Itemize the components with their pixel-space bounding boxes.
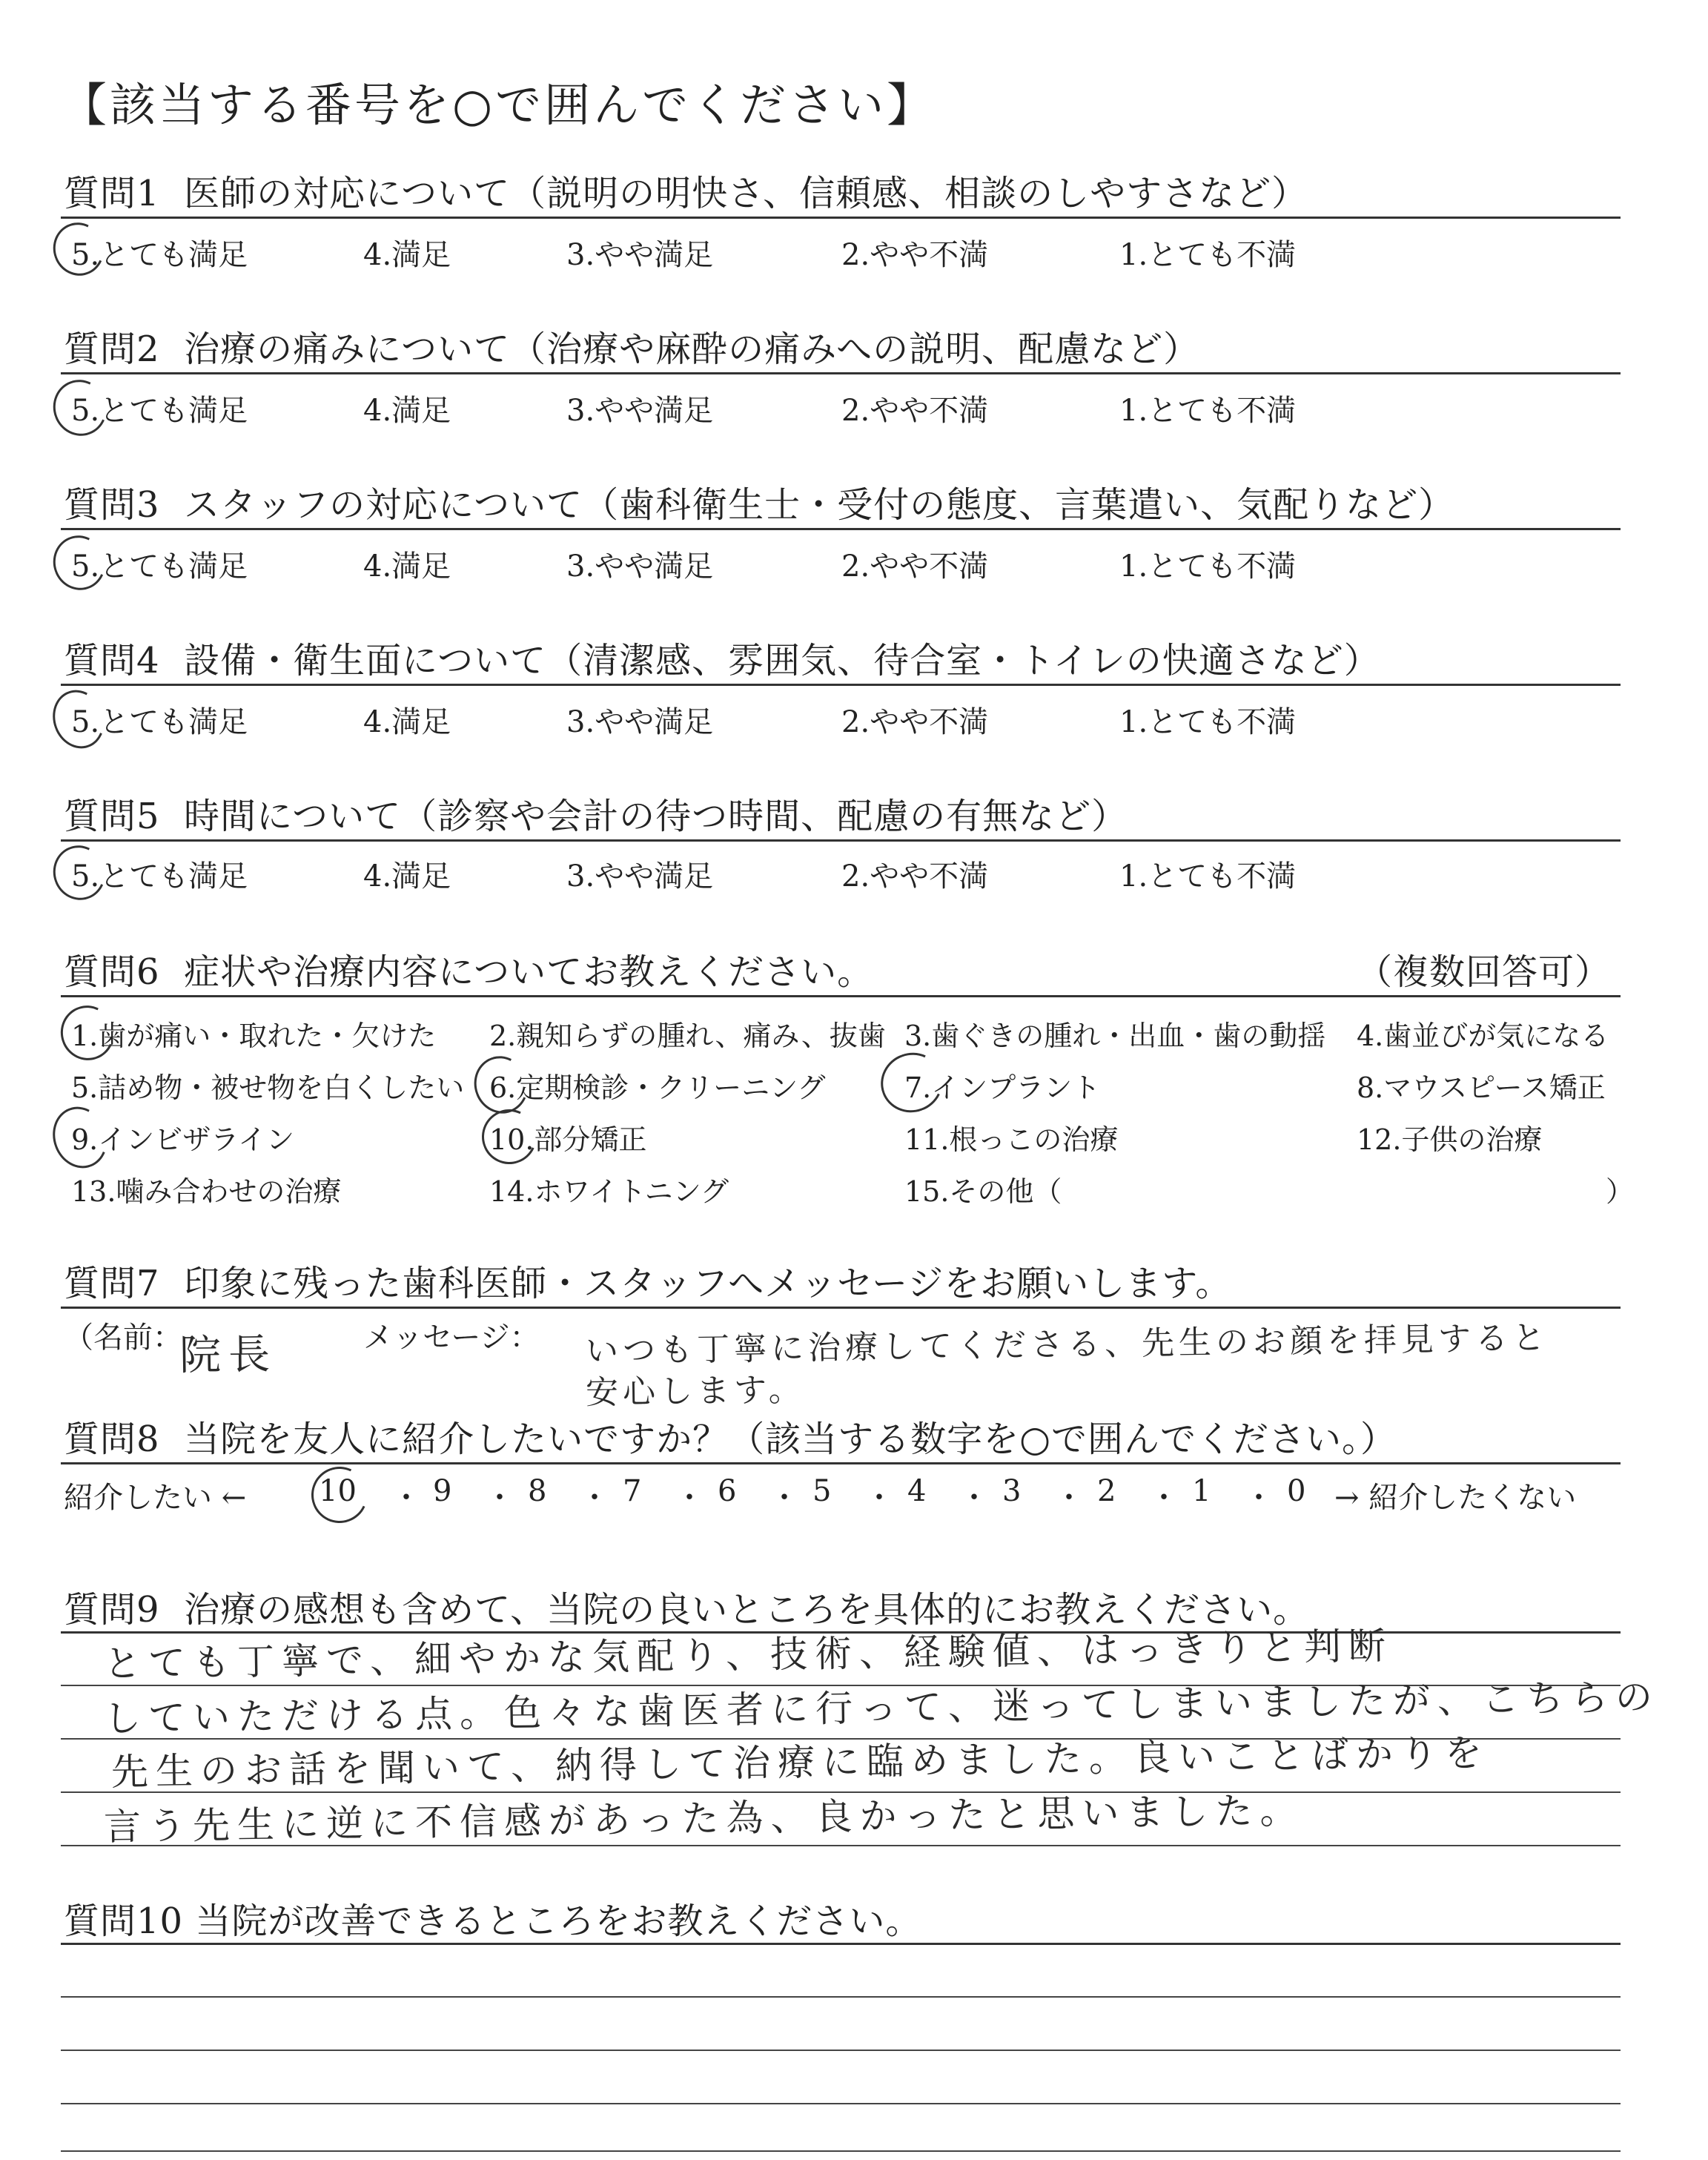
divider bbox=[61, 1462, 1621, 1464]
question-1-title: 質問1 医師の対応について（説明の明快さ、信頼感、相談のしやすさなど） bbox=[64, 173, 1308, 214]
question-5-title: 質問5 時間について（診察や会計の待つ時間、配慮の有無など） bbox=[64, 796, 1128, 837]
scale-10[interactable]: 10 bbox=[319, 1474, 357, 1508]
answer-circle bbox=[44, 1099, 116, 1176]
q6-other-close-paren: ） bbox=[1606, 1175, 1635, 1208]
scale-0[interactable]: 0 bbox=[1287, 1474, 1306, 1508]
question-7-title: 質問7 印象に残った歯科医師・スタッフへメッセージをお願いします。 bbox=[64, 1263, 1232, 1304]
scale-2[interactable]: 2 bbox=[1097, 1474, 1116, 1508]
message-label: メッセージ： bbox=[363, 1321, 540, 1355]
divider bbox=[61, 372, 1621, 374]
q2-option-1[interactable]: 1.とても不満 bbox=[1119, 394, 1297, 428]
q1-option-1[interactable]: 1.とても不満 bbox=[1119, 238, 1297, 272]
scale-separator: ・ bbox=[580, 1481, 609, 1515]
answer-circle bbox=[44, 683, 112, 756]
scale-7[interactable]: 7 bbox=[623, 1474, 642, 1508]
scale-5[interactable]: 5 bbox=[812, 1474, 832, 1508]
recommend-right-label: → 紹介したくない bbox=[1334, 1481, 1577, 1515]
divider bbox=[61, 839, 1621, 842]
scale-6[interactable]: 6 bbox=[718, 1474, 737, 1508]
q6-option-7[interactable]: 7.インプラント bbox=[904, 1071, 1101, 1104]
answer-circle bbox=[45, 528, 113, 597]
q6-option-6[interactable]: 6.定期検診・クリーニング bbox=[489, 1071, 826, 1104]
question-9-title: 質問9 治療の感想も含めて、当院の良いところを具体的にお教えください。 bbox=[64, 1589, 1310, 1631]
q3-option-5[interactable]: 5.とても満足 bbox=[71, 549, 248, 584]
answer-line bbox=[61, 2150, 1621, 2152]
scale-separator: ・ bbox=[485, 1481, 514, 1515]
q6-option-13[interactable]: 13.噛み合わせの治療 bbox=[71, 1175, 342, 1208]
q6-option-14[interactable]: 14.ホワイトニング bbox=[489, 1175, 729, 1208]
answer-line bbox=[61, 1996, 1621, 1998]
q5-option-1[interactable]: 1.とても不満 bbox=[1119, 859, 1297, 894]
question-3-title: 質問3 スタッフの対応について（歯科衛生士・受付の態度、言葉遣い、気配りなど） bbox=[64, 484, 1455, 526]
handwritten-answer-line-3: 先生のお話を聞いて、納得して治療に臨めました。良いことばかりを bbox=[110, 1731, 1490, 1794]
q4-option-1[interactable]: 1.とても不満 bbox=[1119, 705, 1297, 739]
answer-circle bbox=[45, 372, 115, 443]
scale-9[interactable]: 9 bbox=[433, 1474, 452, 1508]
q6-option-2[interactable]: 2.親知らずの腫れ、痛み、抜歯 bbox=[489, 1020, 886, 1052]
q3-option-3[interactable]: 3.やや満足 bbox=[566, 549, 714, 584]
scale-separator: ・ bbox=[391, 1481, 421, 1515]
q5-option-3[interactable]: 3.やや満足 bbox=[566, 859, 714, 894]
scale-separator: ・ bbox=[675, 1481, 704, 1515]
scale-1[interactable]: 1 bbox=[1192, 1474, 1211, 1508]
q1-option-3[interactable]: 3.やや満足 bbox=[566, 238, 714, 272]
q2-option-4[interactable]: 4.満足 bbox=[363, 394, 451, 428]
scale-separator: ・ bbox=[769, 1481, 799, 1515]
question-8-title: 質問8 当院を友人に紹介したいですか？（該当する数字を○で囲んでください。） bbox=[64, 1418, 1397, 1460]
q2-option-3[interactable]: 3.やや満足 bbox=[566, 394, 714, 428]
q6-option-3[interactable]: 3.歯ぐきの腫れ・出血・歯の動揺 bbox=[904, 1020, 1326, 1052]
q4-option-3[interactable]: 3.やや満足 bbox=[566, 705, 714, 739]
divider bbox=[61, 1307, 1621, 1309]
message-handwritten-line-2: 安心します。 bbox=[585, 1370, 806, 1412]
answer-circle bbox=[303, 1459, 375, 1530]
divider bbox=[61, 684, 1621, 686]
answer-circle bbox=[53, 998, 122, 1068]
name-handwritten: 院長 bbox=[179, 1330, 278, 1380]
divider bbox=[61, 217, 1621, 219]
answer-circle bbox=[474, 1102, 545, 1172]
q6-option-4[interactable]: 4.歯並びが気になる bbox=[1357, 1020, 1609, 1052]
answer-circle bbox=[873, 1044, 951, 1121]
name-label: （名前： bbox=[64, 1321, 182, 1355]
q1-option-4[interactable]: 4.満足 bbox=[363, 238, 451, 272]
q2-option-2[interactable]: 2.やや不満 bbox=[841, 394, 989, 428]
question-2-title: 質問2 治療の痛みについて（治療や麻酔の痛みへの説明、配慮など） bbox=[64, 328, 1200, 370]
q1-option-2[interactable]: 2.やや不満 bbox=[841, 238, 989, 272]
q6-option-8[interactable]: 8.マウスピース矯正 bbox=[1357, 1071, 1606, 1104]
message-handwritten-line-1: いつも丁寧に治療してくださる、先生のお顔を拝見すると bbox=[585, 1318, 1550, 1370]
q6-option-11[interactable]: 11.根っこの治療 bbox=[904, 1123, 1119, 1156]
divider bbox=[61, 995, 1621, 997]
scale-3[interactable]: 3 bbox=[1002, 1474, 1022, 1508]
q5-option-4[interactable]: 4.満足 bbox=[363, 859, 451, 894]
q6-option-5[interactable]: 5.詰め物・被せ物を白くしたい bbox=[71, 1071, 465, 1104]
q3-option-4[interactable]: 4.満足 bbox=[363, 549, 451, 584]
q5-option-2[interactable]: 2.やや不満 bbox=[841, 859, 989, 894]
scale-separator: ・ bbox=[1149, 1481, 1179, 1515]
question-6-title: 質問6 症状や治療内容についてお教えください。 bbox=[64, 951, 874, 993]
handwritten-answer-line-4: 言う先生に逆に不信感があった為、良かったと思いました。 bbox=[103, 1789, 1305, 1849]
q6-option-9[interactable]: 9.インビザライン bbox=[71, 1123, 295, 1156]
q6-option-1[interactable]: 1.歯が痛い・取れた・欠けた bbox=[71, 1020, 437, 1052]
question-4-title: 質問4 設備・衛生面について（清潔感、雰囲気、待合室・トイレの快適さなど） bbox=[64, 640, 1380, 681]
q6-option-15[interactable]: 15.その他（ bbox=[904, 1175, 1062, 1208]
handwritten-answer-line-2: していただける点。色々な歯医者に行って、迷ってしまいましたが、こちらの bbox=[103, 1675, 1661, 1740]
q6-option-12[interactable]: 12.子供の治療 bbox=[1357, 1123, 1543, 1156]
scale-separator: ・ bbox=[959, 1481, 989, 1515]
q3-option-2[interactable]: 2.やや不満 bbox=[841, 549, 989, 584]
answer-line bbox=[61, 2103, 1621, 2104]
handwritten-answer-line-1: とても丁寧で、細やかな気配り、技術、経験値、はっきりと判断 bbox=[103, 1624, 1394, 1685]
answer-circle bbox=[45, 838, 113, 907]
divider bbox=[61, 528, 1621, 530]
q4-option-5[interactable]: 5.とても満足 bbox=[71, 705, 248, 739]
divider bbox=[61, 1943, 1621, 1945]
q2-option-5[interactable]: 5.とても満足 bbox=[71, 394, 248, 428]
q4-option-2[interactable]: 2.やや不満 bbox=[841, 705, 989, 739]
scale-separator: ・ bbox=[1244, 1481, 1274, 1515]
multiple-answer-note: （複数回答可） bbox=[1357, 951, 1612, 993]
question-10-title: 質問10 当院が改善できるところをお教えください。 bbox=[64, 1900, 922, 1942]
scale-separator: ・ bbox=[864, 1481, 894, 1515]
recommend-left-label: 紹介したい ← bbox=[64, 1481, 247, 1515]
answer-line bbox=[61, 2050, 1621, 2051]
q5-option-5[interactable]: 5.とても満足 bbox=[71, 859, 248, 894]
scale-4[interactable]: 4 bbox=[907, 1474, 927, 1508]
q4-option-4[interactable]: 4.満足 bbox=[363, 705, 451, 739]
scale-separator: ・ bbox=[1054, 1481, 1084, 1515]
scale-8[interactable]: 8 bbox=[528, 1474, 547, 1508]
q6-option-10[interactable]: 10.部分矯正 bbox=[489, 1123, 647, 1156]
q3-option-1[interactable]: 1.とても不満 bbox=[1119, 549, 1297, 584]
q1-option-5[interactable]: 5.とても満足 bbox=[71, 238, 248, 272]
page-title: 【該当する番号を○で囲んでください】 bbox=[61, 78, 936, 132]
